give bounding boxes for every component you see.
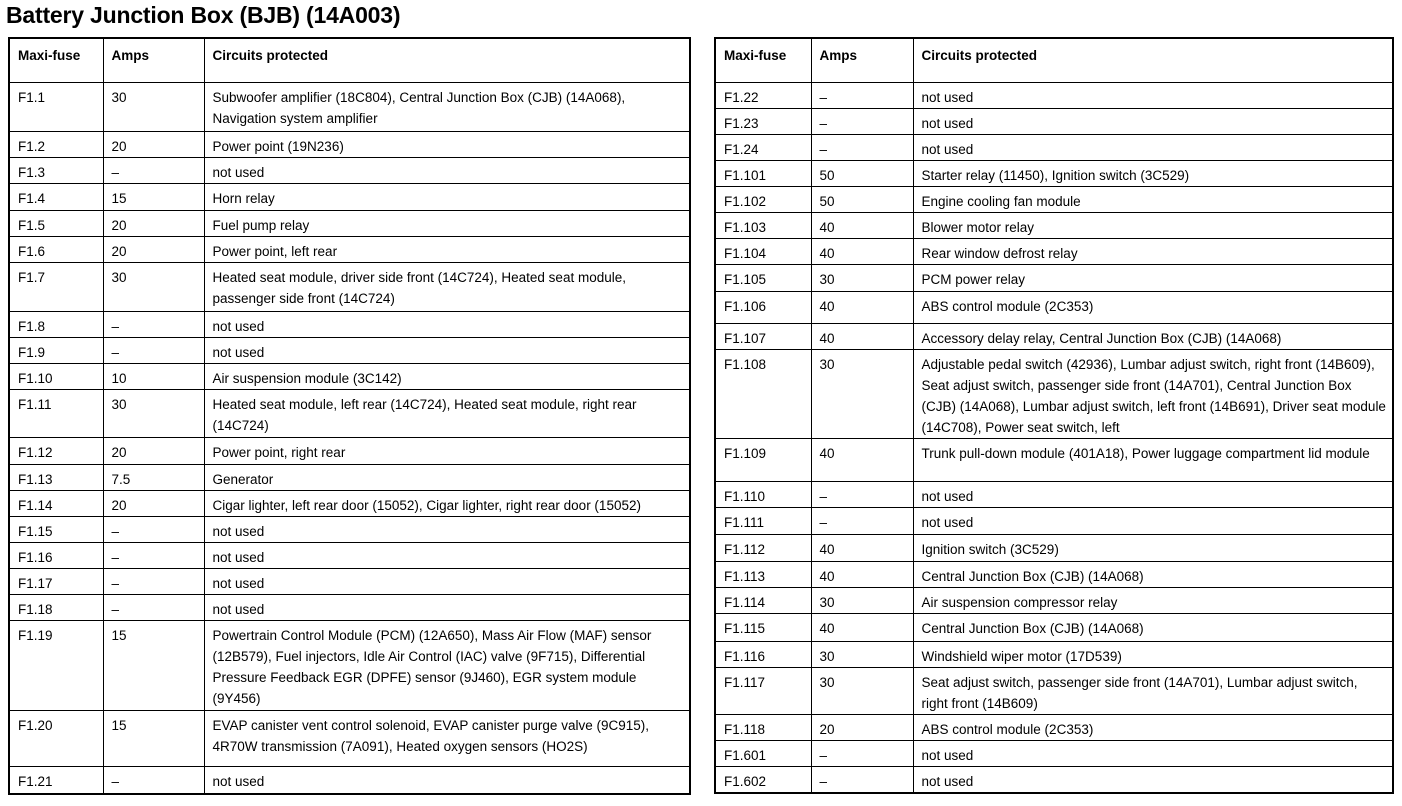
amps-cell: 40	[811, 534, 913, 561]
header-amps: Amps	[811, 38, 913, 82]
table-row	[9, 210, 690, 236]
amps-cell: –	[103, 337, 204, 363]
amps-cell: –	[103, 311, 204, 337]
circuit-cell: Power point (19N236)	[204, 131, 690, 157]
circuit-cell: Engine cooling fan module	[913, 186, 1393, 212]
amps-cell: –	[811, 766, 913, 793]
table-row	[715, 349, 1393, 438]
amps-cell: 40	[811, 212, 913, 238]
amps-cell: 30	[103, 82, 204, 131]
table-row	[715, 534, 1393, 561]
circuit-cell: not used	[204, 311, 690, 337]
fuse-cell: F1.15	[9, 516, 103, 542]
amps-cell: 15	[103, 620, 204, 710]
table-row	[9, 131, 690, 157]
circuit-cell: Heated seat module, left rear (14C724), Heated seat module, right rear (14C724)	[204, 389, 690, 437]
amps-cell: 30	[811, 641, 913, 667]
amps-cell: 50	[811, 160, 913, 186]
circuit-cell: not used	[913, 134, 1393, 160]
table-row	[9, 311, 690, 337]
fuse-cell: F1.112	[715, 534, 811, 561]
fuse-cell: F1.101	[715, 160, 811, 186]
table-row	[9, 542, 690, 568]
fuse-cell: F1.1	[9, 82, 103, 131]
fuse-cell: F1.23	[715, 108, 811, 134]
amps-cell: 20	[103, 437, 204, 464]
fuse-cell: F1.106	[715, 291, 811, 323]
amps-cell: 40	[811, 323, 913, 349]
fuse-cell: F1.602	[715, 766, 811, 793]
amps-cell: –	[103, 594, 204, 620]
amps-cell: 40	[811, 438, 913, 481]
fuse-cell: F1.115	[715, 613, 811, 641]
table-row	[715, 186, 1393, 212]
fuse-cell: F1.7	[9, 262, 103, 311]
circuit-cell: Starter relay (11450), Ignition switch (3C529)	[913, 160, 1393, 186]
circuit-cell: PCM power relay	[913, 264, 1393, 291]
circuit-cell: Generator	[204, 464, 690, 490]
amps-cell: 20	[103, 236, 204, 262]
fuse-cell: F1.18	[9, 594, 103, 620]
table-row	[715, 264, 1393, 291]
fuse-cell: F1.108	[715, 349, 811, 438]
table-row	[715, 667, 1393, 714]
fuse-cell: F1.113	[715, 561, 811, 587]
fuse-cell: F1.24	[715, 134, 811, 160]
table-row	[715, 323, 1393, 349]
table-row	[715, 134, 1393, 160]
fuse-cell: F1.116	[715, 641, 811, 667]
amps-cell: –	[811, 82, 913, 108]
amps-cell: 20	[103, 490, 204, 516]
fuse-cell: F1.111	[715, 507, 811, 534]
circuit-cell: Adjustable pedal switch (42936), Lumbar adjust switch, right front (14B609), Seat adjust switch, passenger side front (14A701), Central Junction Box (CJB) (14A068), Lumbar adjust switch, left front (14B691), Driver seat module (14C708), Power seat switch, left	[913, 349, 1393, 438]
amps-cell: 20	[103, 131, 204, 157]
amps-cell: 30	[811, 349, 913, 438]
fuse-cell: F1.107	[715, 323, 811, 349]
circuit-cell: not used	[204, 542, 690, 568]
table-row	[9, 620, 690, 710]
fuse-cell: F1.118	[715, 714, 811, 740]
table-row	[715, 238, 1393, 264]
fuse-cell: F1.117	[715, 667, 811, 714]
table-row	[9, 568, 690, 594]
amps-cell: –	[103, 542, 204, 568]
fuse-cell: F1.6	[9, 236, 103, 262]
amps-cell: 40	[811, 561, 913, 587]
amps-cell: 30	[103, 389, 204, 437]
circuit-cell: Central Junction Box (CJB) (14A068)	[913, 561, 1393, 587]
header-circuits: Circuits protected	[204, 38, 690, 82]
amps-cell: –	[811, 740, 913, 766]
table-row	[9, 236, 690, 262]
table-row	[715, 740, 1393, 766]
amps-cell: 15	[103, 183, 204, 210]
table-row	[715, 212, 1393, 238]
circuit-cell: Power point, left rear	[204, 236, 690, 262]
table-row	[715, 291, 1393, 323]
circuit-cell: Air suspension module (3C142)	[204, 363, 690, 389]
circuit-cell: ABS control module (2C353)	[913, 291, 1393, 323]
fuse-cell: F1.105	[715, 264, 811, 291]
table-row	[715, 108, 1393, 134]
table-row	[715, 587, 1393, 613]
table-row	[9, 594, 690, 620]
amps-cell: –	[103, 157, 204, 183]
table-row	[9, 490, 690, 516]
amps-cell: 40	[811, 238, 913, 264]
amps-cell: –	[103, 766, 204, 794]
circuit-cell: not used	[913, 507, 1393, 534]
circuit-cell: not used	[913, 108, 1393, 134]
circuit-cell: not used	[913, 481, 1393, 507]
circuit-cell: Fuel pump relay	[204, 210, 690, 236]
circuit-cell: not used	[913, 766, 1393, 793]
amps-cell: –	[103, 516, 204, 542]
table-row	[9, 437, 690, 464]
amps-cell: 30	[811, 667, 913, 714]
fuse-cell: F1.110	[715, 481, 811, 507]
table-row	[715, 507, 1393, 534]
fuse-cell: F1.103	[715, 212, 811, 238]
circuit-cell: Heated seat module, driver side front (14C724), Heated seat module, passenger side front (14C724)	[204, 262, 690, 311]
header-row	[9, 38, 690, 82]
header-fuse: Maxi-fuse	[9, 38, 103, 82]
table-row	[715, 561, 1393, 587]
circuit-cell: Powertrain Control Module (PCM) (12A650), Mass Air Flow (MAF) sensor (12B579), Fuel injectors, Idle Air Control (IAC) valve (9F715), Differential Pressure Feedback EGR (DPFE) sensor (9J460), EGR system module (9Y456)	[204, 620, 690, 710]
header-row	[715, 38, 1393, 82]
circuit-cell: Subwoofer amplifier (18C804), Central Junction Box (CJB) (14A068), Navigation system amplifier	[204, 82, 690, 131]
table-row	[9, 363, 690, 389]
amps-cell: 30	[103, 262, 204, 311]
fuse-cell: F1.3	[9, 157, 103, 183]
amps-cell: –	[811, 108, 913, 134]
amps-cell: 30	[811, 587, 913, 613]
fuse-cell: F1.601	[715, 740, 811, 766]
circuit-cell: Air suspension compressor relay	[913, 587, 1393, 613]
table-row	[715, 481, 1393, 507]
circuit-cell: not used	[204, 337, 690, 363]
table-row	[9, 337, 690, 363]
table-row	[9, 464, 690, 490]
amps-cell: 20	[103, 210, 204, 236]
circuit-cell: Cigar lighter, left rear door (15052), Cigar lighter, right rear door (15052)	[204, 490, 690, 516]
fuse-cell: F1.104	[715, 238, 811, 264]
table-row	[9, 710, 690, 766]
amps-cell: 10	[103, 363, 204, 389]
table-row	[9, 389, 690, 437]
amps-cell: 20	[811, 714, 913, 740]
circuit-cell: Ignition switch (3C529)	[913, 534, 1393, 561]
table-row	[715, 160, 1393, 186]
circuit-cell: not used	[204, 568, 690, 594]
amps-cell: –	[103, 568, 204, 594]
amps-cell: 50	[811, 186, 913, 212]
header-circuits: Circuits protected	[913, 38, 1393, 82]
table-row	[9, 82, 690, 131]
circuit-cell: ABS control module (2C353)	[913, 714, 1393, 740]
circuit-cell: not used	[204, 594, 690, 620]
circuit-cell: not used	[204, 157, 690, 183]
table-row	[715, 613, 1393, 641]
fuse-cell: F1.21	[9, 766, 103, 794]
fuse-table-right	[714, 37, 1394, 794]
fuse-cell: F1.13	[9, 464, 103, 490]
fuse-cell: F1.5	[9, 210, 103, 236]
fuse-table-left	[8, 37, 691, 795]
fuse-cell: F1.14	[9, 490, 103, 516]
amps-cell: –	[811, 507, 913, 534]
fuse-cell: F1.19	[9, 620, 103, 710]
table-row	[9, 262, 690, 311]
fuse-cell: F1.22	[715, 82, 811, 108]
circuit-cell: Blower motor relay	[913, 212, 1393, 238]
table-row	[715, 766, 1393, 793]
amps-cell: 7.5	[103, 464, 204, 490]
fuse-cell: F1.17	[9, 568, 103, 594]
circuit-cell: Central Junction Box (CJB) (14A068)	[913, 613, 1393, 641]
amps-cell: –	[811, 481, 913, 507]
circuit-cell: not used	[913, 82, 1393, 108]
fuse-cell: F1.102	[715, 186, 811, 212]
circuit-cell: Horn relay	[204, 183, 690, 210]
circuit-cell: not used	[204, 766, 690, 794]
table-row	[9, 183, 690, 210]
fuse-cell: F1.2	[9, 131, 103, 157]
table-row	[715, 714, 1393, 740]
circuit-cell: Seat adjust switch, passenger side front (14A701), Lumbar adjust switch, right front (14B609)	[913, 667, 1393, 714]
table-row	[715, 641, 1393, 667]
fuse-cell: F1.12	[9, 437, 103, 464]
circuit-cell: Windshield wiper motor (17D539)	[913, 641, 1393, 667]
fuse-cell: F1.4	[9, 183, 103, 210]
fuse-cell: F1.114	[715, 587, 811, 613]
amps-cell: 30	[811, 264, 913, 291]
table-row	[715, 438, 1393, 481]
circuit-cell: not used	[913, 740, 1393, 766]
fuse-cell: F1.11	[9, 389, 103, 437]
header-fuse: Maxi-fuse	[715, 38, 811, 82]
fuse-cell: F1.16	[9, 542, 103, 568]
table-row	[9, 516, 690, 542]
circuit-cell: Rear window defrost relay	[913, 238, 1393, 264]
amps-cell: 40	[811, 613, 913, 641]
amps-cell: 40	[811, 291, 913, 323]
table-row	[9, 766, 690, 794]
fuse-cell: F1.20	[9, 710, 103, 766]
table-row	[9, 157, 690, 183]
amps-cell: –	[811, 134, 913, 160]
circuit-cell: Trunk pull-down module (401A18), Power luggage compartment lid module	[913, 438, 1393, 481]
fuse-cell: F1.10	[9, 363, 103, 389]
fuse-cell: F1.8	[9, 311, 103, 337]
amps-cell: 15	[103, 710, 204, 766]
header-amps: Amps	[103, 38, 204, 82]
circuit-cell: EVAP canister vent control solenoid, EVAP canister purge valve (9C915), 4R70W transmission (7A091), Heated oxygen sensors (HO2S)	[204, 710, 690, 766]
circuit-cell: not used	[204, 516, 690, 542]
circuit-cell: Accessory delay relay, Central Junction Box (CJB) (14A068)	[913, 323, 1393, 349]
circuit-cell: Power point, right rear	[204, 437, 690, 464]
fuse-cell: F1.9	[9, 337, 103, 363]
table-row	[715, 82, 1393, 108]
page-title: Battery Junction Box (BJB) (14A003)	[6, 2, 401, 28]
fuse-cell: F1.109	[715, 438, 811, 481]
